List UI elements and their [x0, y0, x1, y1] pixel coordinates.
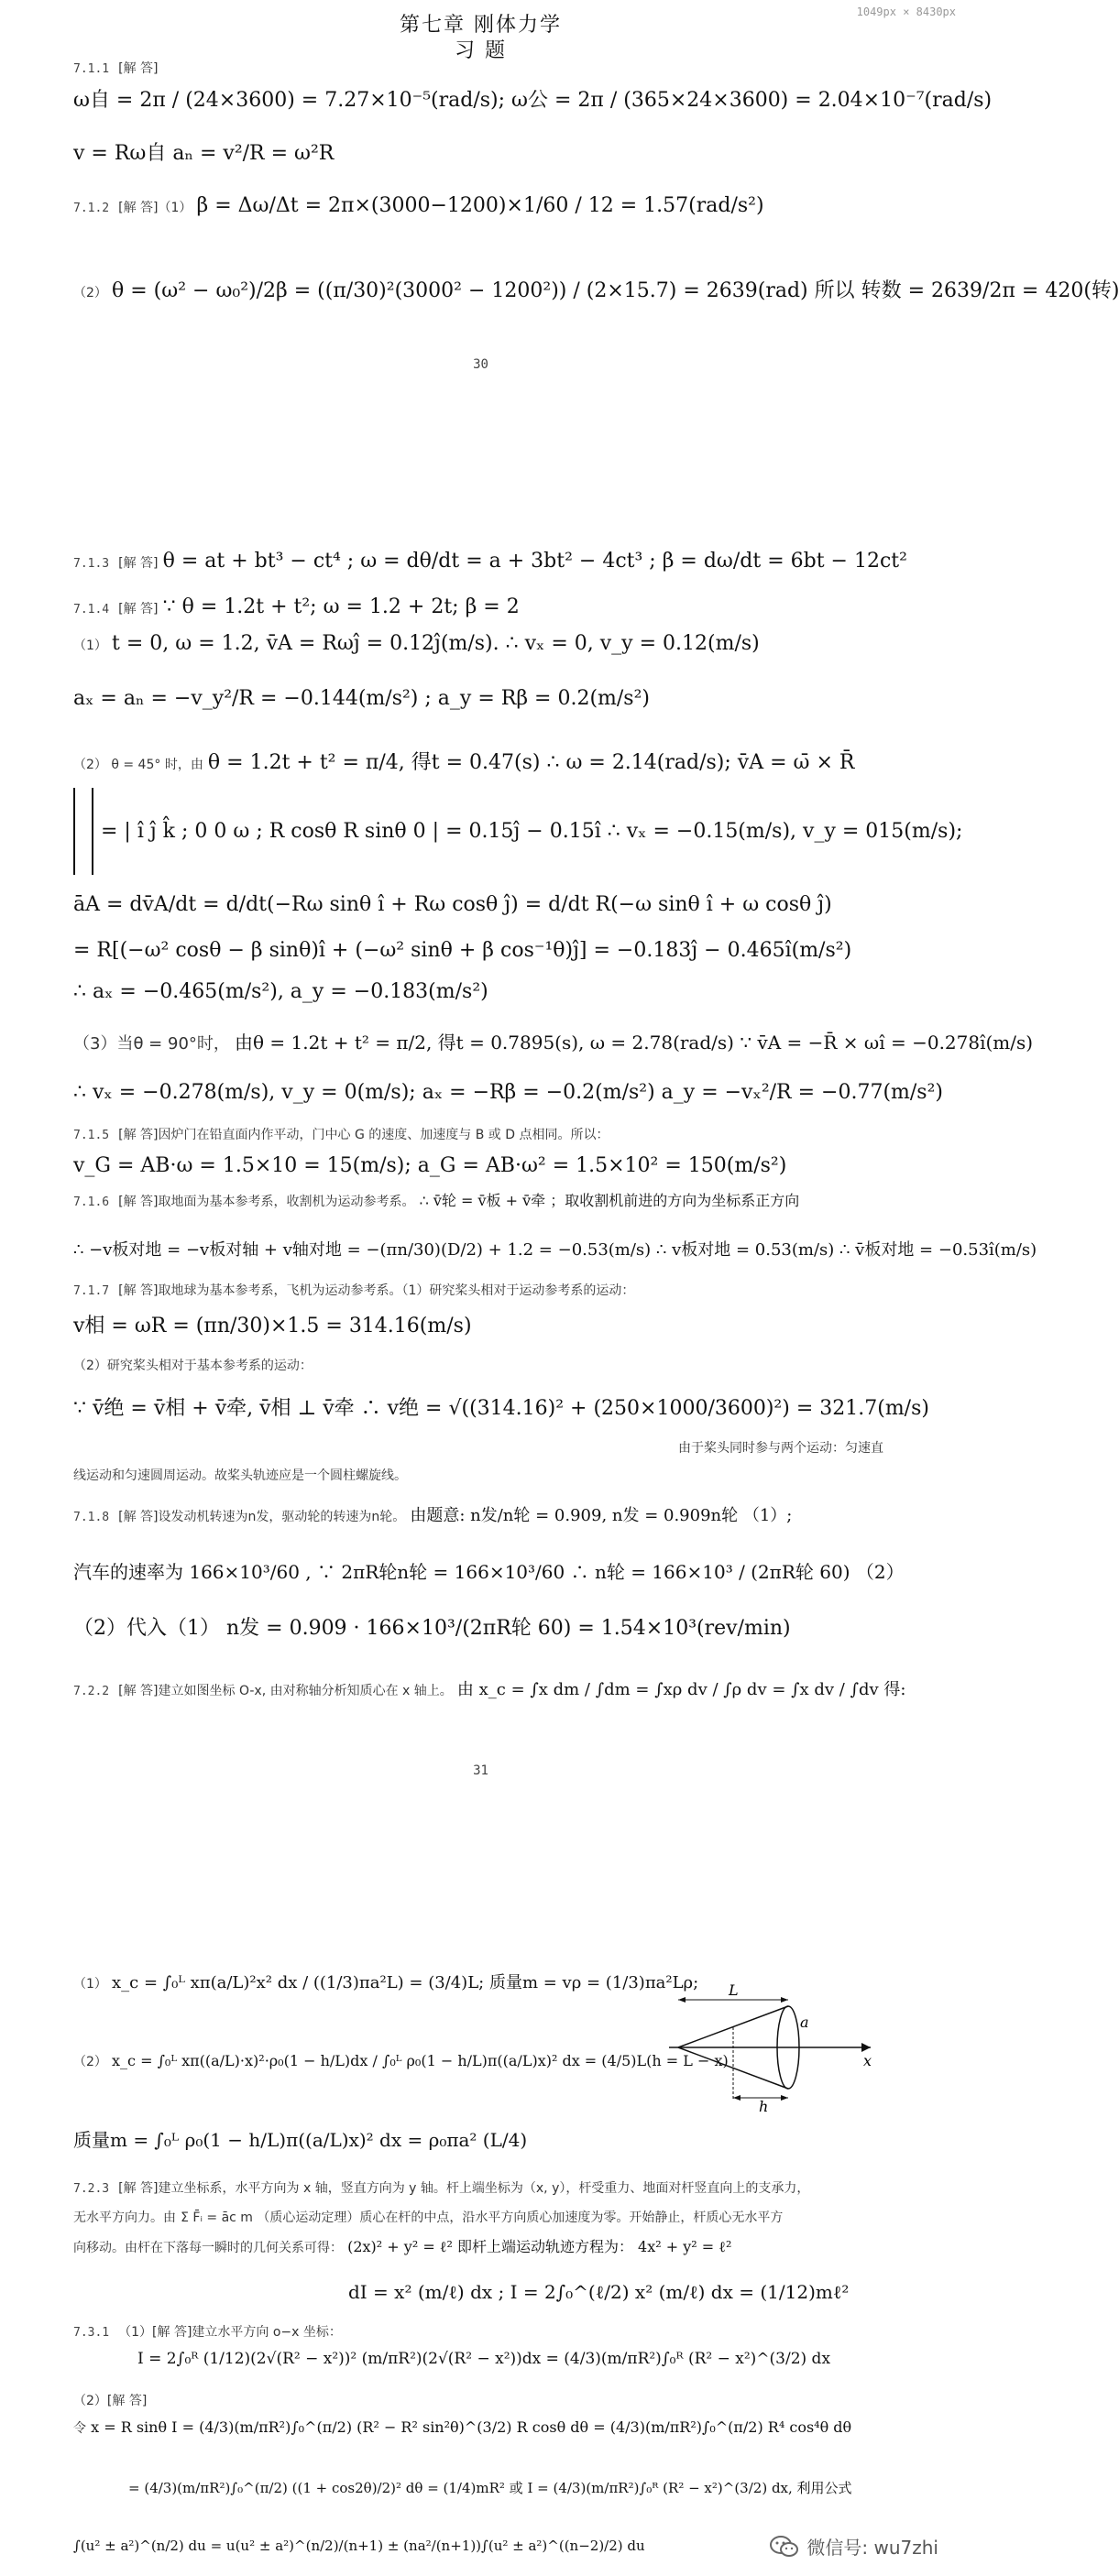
problem-line	[73, 1676, 953, 1700]
part-label: （2）	[73, 286, 107, 300]
label-a: a	[800, 2014, 809, 2031]
equation: θ = (ω² − ω₀²)/2β = ((π/30)²(3000² − 1200²)) / (2×15.7) = 2639(rad) 所以 转数 = 2639/2π = 420(转)	[112, 279, 1119, 302]
part-label: （2）	[73, 2055, 107, 2069]
chapter-title: 第七章 刚体力学	[400, 14, 562, 37]
problem-number: 7.2.2	[73, 1685, 110, 1698]
answer-label: [解 答]取地面为基本参考系，收割机为运动参考系。	[118, 1195, 415, 1209]
watermark-text: 微信号: wu7zhi	[806, 2537, 938, 2559]
problem-line	[73, 1028, 1034, 1054]
problem-number: 7.1.1	[73, 62, 110, 76]
watermark	[770, 2533, 938, 2560]
problem-line	[73, 59, 953, 77]
text-line: 线运动和匀速圆周运动。故桨头轨迹应是一个圆柱螺旋线。	[73, 1468, 407, 1483]
equation-line: v = Rω自 aₙ = v²/R = ω²R	[73, 142, 335, 165]
page-number: 31	[473, 1763, 488, 1778]
equation: (2x)² + y² = ℓ² 即杆上端运动轨迹方程为： 4x² + y² = ℓ²	[347, 2238, 732, 2255]
answer-label: [解 答]建立坐标系，水平方向为 x 轴，竖直方向为 y 轴。杆上端坐标为（x, y），杆受重力、地面对杆竖直向上的支承力，	[118, 2181, 810, 2196]
answer-label: [解 答]设发动机转速为n发，驱动轮的转速为n轮。	[118, 1510, 406, 1524]
answer-label: [解 答]建立如图坐标 O-x, 由对称轴分析知质心在 x 轴上。	[118, 1684, 453, 1698]
equation-line: ∴ −v板对地 = −v板对轴 + v轴对地 = −(πn/30)(D/2) + 1.2 = −0.53(m/s) ∴ v板对地 = 0.53(m/s) ∴ v̄板对地 = −0.53î(m/s)	[73, 1240, 1037, 1260]
label-L: L	[729, 1981, 739, 1999]
problem-line	[73, 194, 953, 217]
equation-line: dI = x² (m/ℓ) dx ; I = 2∫₀^(ℓ/2) x² (m/ℓ) dx = (1/12)mℓ²	[348, 2281, 850, 2303]
problem-number: 7.1.2	[73, 202, 110, 215]
equation-line: ∴ vₓ = −0.278(m/s), v_y = 0(m/s); aₓ = −Rβ = −0.2(m/s²) a_y = −vₓ²/R = −0.77(m/s²)	[73, 1081, 943, 1104]
problem-number: 7.1.8	[73, 1511, 110, 1524]
equation: 由θ = 1.2t + t² = π/2, 得t = 0.7895(s), ω = 2.78(rad/s) ∵ v̄A = −R̄ × ωî = −0.278î(m/s)	[235, 1031, 1034, 1053]
equation: t = 0, ω = 1.2, v̄A = Rωĵ = 0.12ĵ(m/s). ∴ vₓ = 0, v_y = 0.12(m/s)	[112, 632, 760, 655]
equation-line: I = 2∫₀ᴿ (1/12)(2√(R² − x²))² (m/πR²)(2√(R² − x²))dx = (4/3)(m/πR²)∫₀ᴿ (R² − x²)^(3/2) dx	[137, 2350, 831, 2368]
problem-number: 7.1.4	[73, 603, 110, 617]
equation: 由 x_c = ∫x dm / ∫dm = ∫xρ dv / ∫ρ dv = ∫x dv / ∫dv 得:	[456, 1680, 906, 1699]
equation: β = Δω/Δt = 2π×(3000−1200)×1/60 / 12 = 1.57(rad/s²)	[196, 194, 764, 217]
equation: ∴ v̄轮 = v̄板 + v̄牵 ；取收割机前进的方向为坐标系正方向	[419, 1192, 800, 1209]
equation-line: aₓ = aₙ = −v_y²/R = −0.144(m/s²) ; a_y = Rβ = 0.2(m/s²)	[73, 687, 650, 710]
equation-line: = (4/3)(m/πR²)∫₀^(π/2) ((1 + cos2θ)/2)² dθ = (1/4)mR² 或 I = (4/3)(m/πR²)∫₀ᴿ (R² − x²)^(3/2) dx, 利用公式	[128, 2480, 852, 2496]
equation: 由题意: n发/n轮 = 0.909, n发 = 0.909n轮 （1）;	[410, 1506, 793, 1525]
equation: Σ F̄ᵢ = āc m （质心运动定理）质心在杆的中点，沿水平方向质心加速度为零。开始静止，杆质心无水平方	[181, 2210, 784, 2225]
problem-number: 7.3.1	[73, 2326, 110, 2340]
equation: x_c = ∫₀ᴸ xπ(a/L)²x² dx / ((1/3)πa²L) = (3/4)L; 质量m = vρ = (1/3)πa²Lρ;	[112, 1973, 699, 1992]
answer-label: [解 答]取地球为基本参考系，飞机为运动参考系。（1）研究桨头相对于运动参考系的运动：	[118, 1283, 635, 1298]
problem-number: 7.1.6	[73, 1195, 110, 1209]
cone-diagram	[660, 1981, 880, 2115]
equation: x = R sinθ I = (4/3)(m/πR²)∫₀^(π/2) (R² − R² sin²θ)^(3/2) R cosθ dθ = (4/3)(m/πR²)∫₀^(π/2) R⁴ cos⁴θ dθ	[91, 2418, 852, 2436]
part-label: （1）	[73, 639, 107, 653]
problem-line	[73, 1125, 953, 1143]
equation: θ = 1.2t + t² = π/4, 得t = 0.47(s) ∴ ω = 2.14(rad/s); v̄A = ω̄ × R̄	[207, 751, 855, 774]
equation-line: 汽车的速率为 166×10³/60 , ∵ 2πR轮n轮 = 166×10³/60 ∴ n轮 = 166×10³ / (2πR轮 60) （2）	[73, 1561, 905, 1583]
problem-line	[73, 1189, 953, 1210]
problem-line	[73, 2322, 953, 2341]
section-title: 习 题	[455, 39, 507, 62]
problem-line	[73, 2052, 729, 2070]
answer-label: [解 答]	[118, 61, 159, 76]
answer-label: [解 答]因炉门在铅直面内作平动，门中心 G 的速度、加速度与 B 或 D 点相同。所以：	[118, 1128, 609, 1142]
part-label: 向移动。由杆在下落每一瞬时的几何关系可得：	[73, 2241, 343, 2255]
answer-label: [解 答]（1）	[118, 201, 192, 215]
wechat-icon	[770, 2535, 799, 2559]
part-label: （1）	[73, 1977, 107, 1992]
text-line: （2）[解 答]	[73, 2394, 148, 2408]
x-axis-arrow	[861, 2043, 871, 2052]
problem-line	[73, 1502, 953, 1526]
part-label: （3）当θ = 90°时，	[73, 1034, 230, 1053]
problem-line	[73, 595, 953, 618]
equation: ∵ θ = 1.2t + t²; ω = 1.2 + 2t; β = 2	[162, 595, 520, 618]
problem-line	[73, 2235, 953, 2256]
image-dimensions-label: 1049px × 8430px	[856, 5, 956, 18]
part-label: （2） θ = 45° 时，由	[73, 758, 203, 772]
problem-line	[73, 1281, 953, 1299]
problem-line	[73, 2208, 953, 2226]
equation-line: ∴ aₓ = −0.465(m/s²), a_y = −0.183(m/s²)	[73, 980, 488, 1003]
problem-line	[73, 275, 1119, 303]
label-x: x	[863, 2052, 872, 2069]
answer-label: [解 答]	[118, 556, 159, 571]
determinant-line: = | î ĵ k̂ ; 0 0 ω ; R cosθ R sinθ 0 | = 0.15ĵ − 0.15î ∴ vₓ = −0.15(m/s), v_y = 015(m/s);	[101, 820, 963, 843]
equation-line: āA = dv̄A/dt = d/dt(−Rω sinθ î + Rω cosθ ĵ) = d/dt R(−ω sinθ î + ω cosθ ĵ)	[73, 893, 832, 916]
problem-number: 7.1.5	[73, 1129, 110, 1142]
problem-number: 7.1.3	[73, 557, 110, 571]
equation: x_c = ∫₀ᴸ xπ((a/L)·x)²·ρ₀(1 − h/L)dx / ∫₀ᴸ ρ₀(1 − h/L)π((a/L)x)² dx = (4/5)L(h = L − x)	[112, 2052, 729, 2069]
problem-line	[73, 2178, 953, 2197]
page-number: 30	[473, 357, 488, 372]
determinant-bars	[73, 788, 93, 875]
problem-number: 7.1.7	[73, 1284, 110, 1298]
problem-number: 7.2.3	[73, 2182, 110, 2196]
problem-line	[73, 550, 953, 573]
equation-line: v相 = ωR = (πn/30)×1.5 = 314.16(m/s)	[73, 1315, 472, 1337]
text-line: （2）研究桨头相对于基本参考系的运动：	[73, 1359, 313, 1373]
equation-line: ∫(u² ± a²)^(n/2) du = u(u² ± a²)^(n/2)/(n+1) ± (na²/(n+1))∫(u² ± a²)^((n−2)/2) du	[73, 2538, 645, 2554]
equation-line: （2）代入（1） n发 = 0.909 · 166×10³/(2πR轮 60) = 1.54×10³(rev/min)	[73, 1617, 791, 1640]
part-label: 令	[73, 2421, 86, 2436]
equation-line: v_G = AB·ω = 1.5×10 = 15(m/s); a_G = AB·ω² = 1.5×10² = 150(m/s²)	[73, 1154, 787, 1177]
label-h: h	[759, 2098, 769, 2115]
text-line: 由于桨头同时参与两个运动：匀速直	[678, 1441, 883, 1456]
problem-line	[73, 2418, 953, 2437]
problem-line	[73, 1970, 699, 1993]
equation-line: 质量m = ∫₀ᴸ ρ₀(1 − h/L)π((a/L)x)² dx = ρ₀πa² (L/4)	[73, 2129, 528, 2151]
equation-line: ∵ v̄绝 = v̄相 + v̄牵, v̄相 ⊥ v̄牵 ∴ v绝 = √((314.16)² + (250×1000/3600)²) = 321.7(m/s)	[73, 1397, 929, 1420]
answer-label: [解 答]	[118, 602, 159, 617]
answer-label: （1）[解 答]建立水平方向 o−x 坐标：	[118, 2325, 342, 2340]
equation: θ = at + bt³ − ct⁴ ; ω = dθ/dt = a + 3bt² − 4ct³ ; β = dω/dt = 6bt − 12ct²	[162, 550, 907, 573]
problem-line	[73, 747, 953, 775]
problem-line	[73, 632, 953, 655]
part-label: 无水平方向力。由	[73, 2210, 176, 2225]
equation-line: ω自 = 2π / (24×3600) = 7.27×10⁻⁵(rad/s); ω公 = 2π / (365×24×3600) = 2.04×10⁻⁷(rad/s)	[73, 89, 993, 112]
equation-line: = R[(−ω² cosθ − β sinθ)î + (−ω² sinθ + β cos⁻¹θ)ĵ] = −0.183ĵ − 0.465î(m/s²)	[73, 939, 852, 962]
